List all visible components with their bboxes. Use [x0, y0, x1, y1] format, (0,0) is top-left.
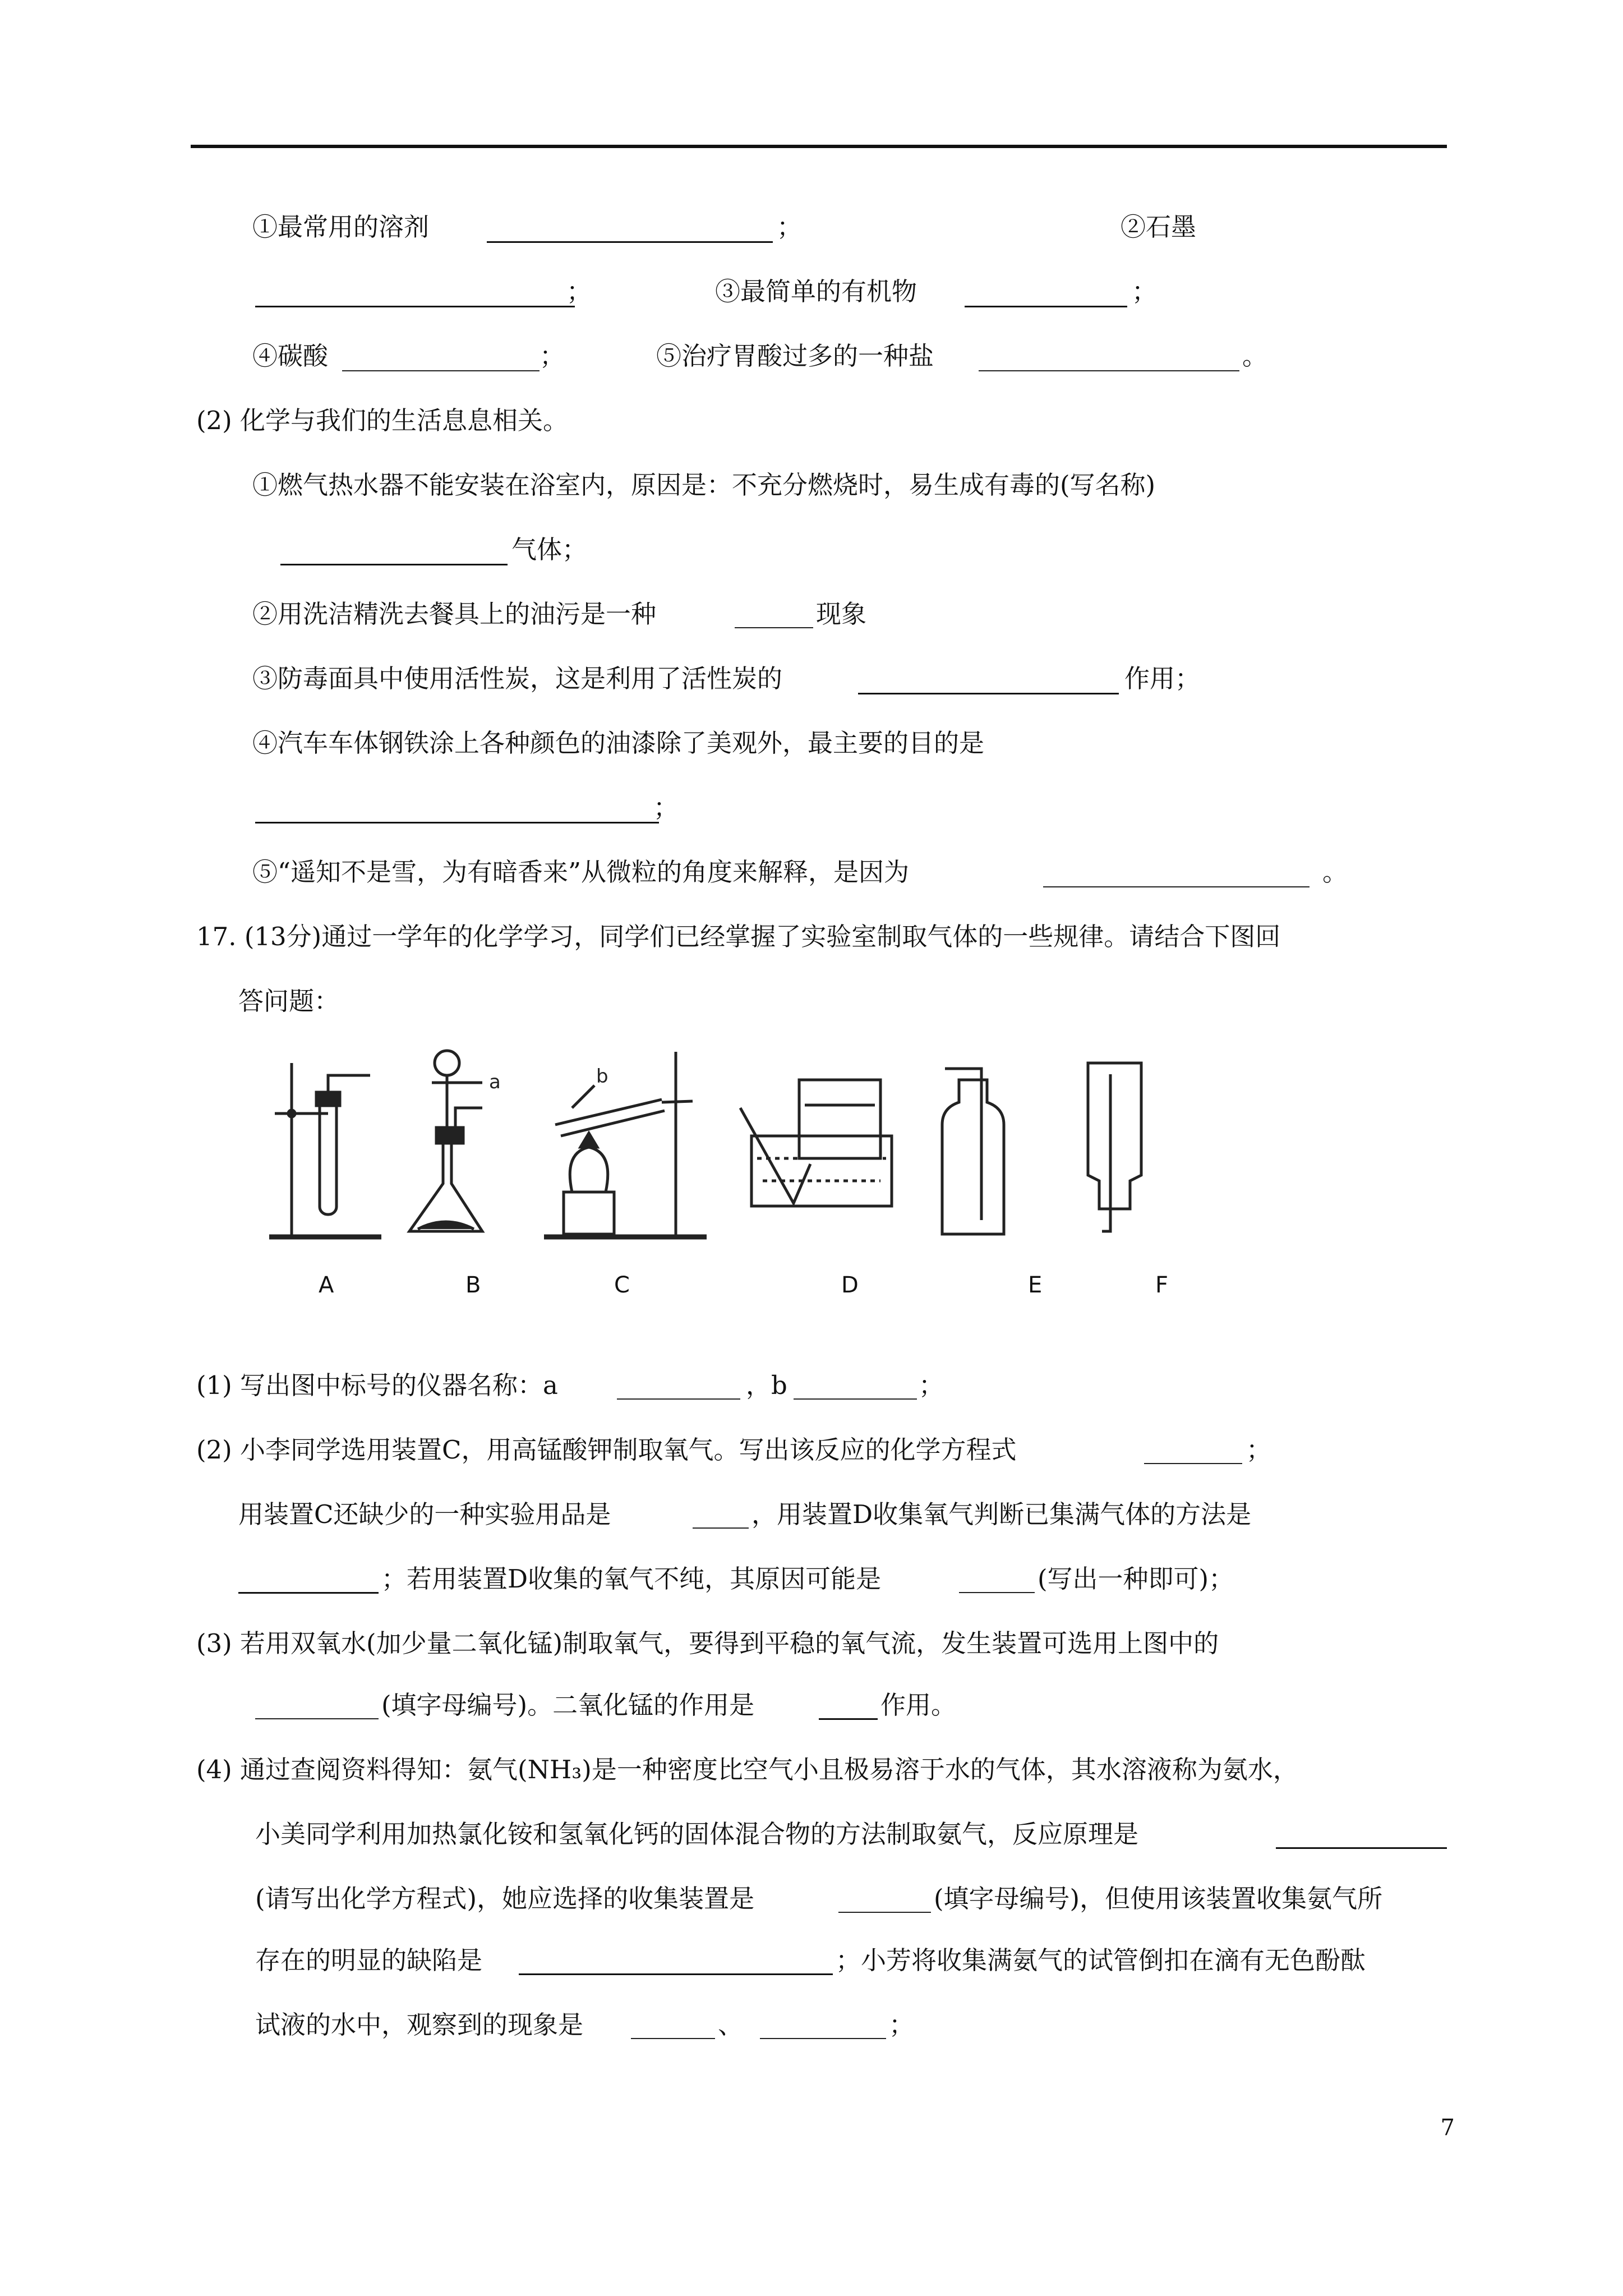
question-text: (填字母编号)。二氧化锰的作用是	[381, 1690, 755, 1720]
punct: 。	[1322, 857, 1348, 887]
sub-question-2: (2) 小李同学选用装置C，用高锰酸钾制取氧气。写出该反应的化学方程式	[196, 1435, 1017, 1465]
answer-blank[interactable]	[760, 2038, 886, 2039]
question-text: ，b	[746, 1370, 787, 1400]
figure-label-d: D	[841, 1272, 859, 1298]
punct: ；	[653, 793, 679, 822]
question-text: ；若用装置D收集的氧气不纯，其原因可能是	[381, 1564, 882, 1594]
answer-blank[interactable]	[838, 1912, 931, 1913]
answer-blank[interactable]	[735, 627, 813, 628]
answer-blank[interactable]	[519, 1973, 833, 1975]
punct: ；	[540, 341, 565, 371]
header-rule	[191, 145, 1447, 148]
question-text: 现象	[816, 599, 867, 629]
answer-blank[interactable]	[255, 822, 659, 823]
question-17-heading: 17. (13分)通过一学年的化学学习，同学们已经掌握了实验室制取气体的一些规律。请结合下图回	[196, 922, 1281, 951]
question-text: (请写出化学方程式)，她应选择的收集装置是	[255, 1884, 755, 1913]
question-text: ④汽车车体钢铁涂上各种颜色的油漆除了美观外，最主要的目的是	[252, 728, 985, 758]
question-text: (写出一种即可)；	[1038, 1564, 1234, 1594]
punct: 。	[1242, 341, 1268, 371]
answer-blank[interactable]	[1043, 886, 1310, 887]
question-text: ；小芳将收集满氨气的试管倒扣在滴有无色酚酞	[836, 1945, 1366, 1975]
apparatus-f-icon	[1088, 1063, 1141, 1231]
apparatus-d-icon	[740, 1080, 892, 1206]
answer-blank[interactable]	[979, 370, 1239, 371]
page-number: 7	[1440, 2115, 1455, 2141]
punct: 、	[718, 2010, 744, 2040]
item-carbonic-acid: ④碳酸	[252, 341, 329, 371]
sub-question-1: (1) 写出图中标号的仪器名称：a	[196, 1370, 558, 1400]
answer-blank[interactable]	[794, 1398, 917, 1400]
question-text: 小美同学利用加热氯化铵和氢氧化钙的固体混合物的方法制取氨气，反应原理是	[255, 1819, 1139, 1849]
mark-b: b	[596, 1065, 608, 1088]
answer-blank[interactable]	[819, 1718, 878, 1720]
question-text: 气体；	[511, 535, 588, 564]
answer-blank[interactable]	[693, 1527, 749, 1529]
punct: ；	[566, 277, 592, 306]
punct: ；	[1132, 277, 1158, 306]
item-solvent: ①最常用的溶剂	[252, 212, 430, 242]
item-graphite: ②石墨	[1121, 212, 1197, 242]
figure-label-e: E	[1028, 1272, 1043, 1298]
answer-blank[interactable]	[1144, 1463, 1242, 1464]
answer-blank[interactable]	[238, 1592, 379, 1594]
question-text: ③防毒面具中使用活性炭，这是利用了活性炭的	[252, 664, 783, 693]
answer-blank[interactable]	[280, 564, 508, 565]
question-text: 试液的水中，观察到的现象是	[255, 2010, 584, 2040]
punct: ；	[919, 1370, 944, 1400]
answer-blank[interactable]	[342, 370, 540, 371]
sub-question-4: (4) 通过查阅资料得知：氨气(NH₃)是一种密度比空气小且极易溶于水的气体，其水溶液称为氨水，	[196, 1755, 1298, 1784]
punct: ；	[889, 2010, 915, 2040]
punct: ；	[777, 212, 803, 242]
sub-question-3: (3) 若用双氧水(加少量二氧化锰)制取氧气，要得到平稳的氧气流，发生装置可选用上图中的	[196, 1628, 1219, 1658]
figure-label-c: C	[614, 1272, 630, 1298]
question-text: ①燃气热水器不能安装在浴室内，原因是：不充分燃烧时，易生成有毒的(写名称)	[252, 470, 1156, 500]
answer-blank[interactable]	[487, 241, 773, 243]
question-text: 存在的明显的缺陷是	[255, 1945, 483, 1975]
question-17-heading: 答问题：	[238, 986, 340, 1016]
answer-blank[interactable]	[965, 306, 1127, 307]
question-text: 用装置C还缺少的一种实验用品是	[238, 1499, 611, 1529]
item-antacid-salt: ⑤治疗胃酸过多的一种盐	[656, 341, 934, 371]
answer-blank[interactable]	[255, 1718, 379, 1719]
section-title: (2) 化学与我们的生活息息相关。	[196, 406, 569, 435]
question-text: 作用；	[1124, 664, 1201, 693]
apparatus-a-icon	[269, 1063, 381, 1237]
answer-blank[interactable]	[631, 2038, 715, 2039]
mark-a: a	[489, 1071, 501, 1093]
apparatus-c-icon	[544, 1052, 707, 1237]
answer-blank[interactable]	[858, 693, 1119, 694]
answer-blank[interactable]	[959, 1592, 1035, 1593]
figure-label-a: A	[319, 1272, 334, 1298]
question-text: ⑤“遥知不是雪，为有暗香来”从微粒的角度来解释，是因为	[252, 857, 910, 887]
answer-blank[interactable]	[617, 1398, 740, 1400]
apparatus-e-icon	[942, 1069, 1004, 1234]
item-organic: ③最简单的有机物	[715, 277, 917, 306]
figure-label-b: B	[465, 1272, 481, 1298]
figure-label-f: F	[1155, 1272, 1169, 1298]
apparatus-figure	[258, 1041, 1267, 1332]
punct: ；	[1246, 1435, 1272, 1465]
question-text: ②用洗洁精洗去餐具上的油污是一种	[252, 599, 657, 629]
answer-blank[interactable]	[255, 306, 575, 307]
question-text: ，用装置D收集氧气判断已集满气体的方法是	[751, 1499, 1252, 1529]
apparatus-b-icon	[409, 1051, 482, 1231]
question-text: (填字母编号)，但使用该装置收集氨气所	[934, 1884, 1383, 1913]
answer-blank[interactable]	[1276, 1847, 1447, 1849]
question-text: 作用。	[880, 1690, 957, 1720]
